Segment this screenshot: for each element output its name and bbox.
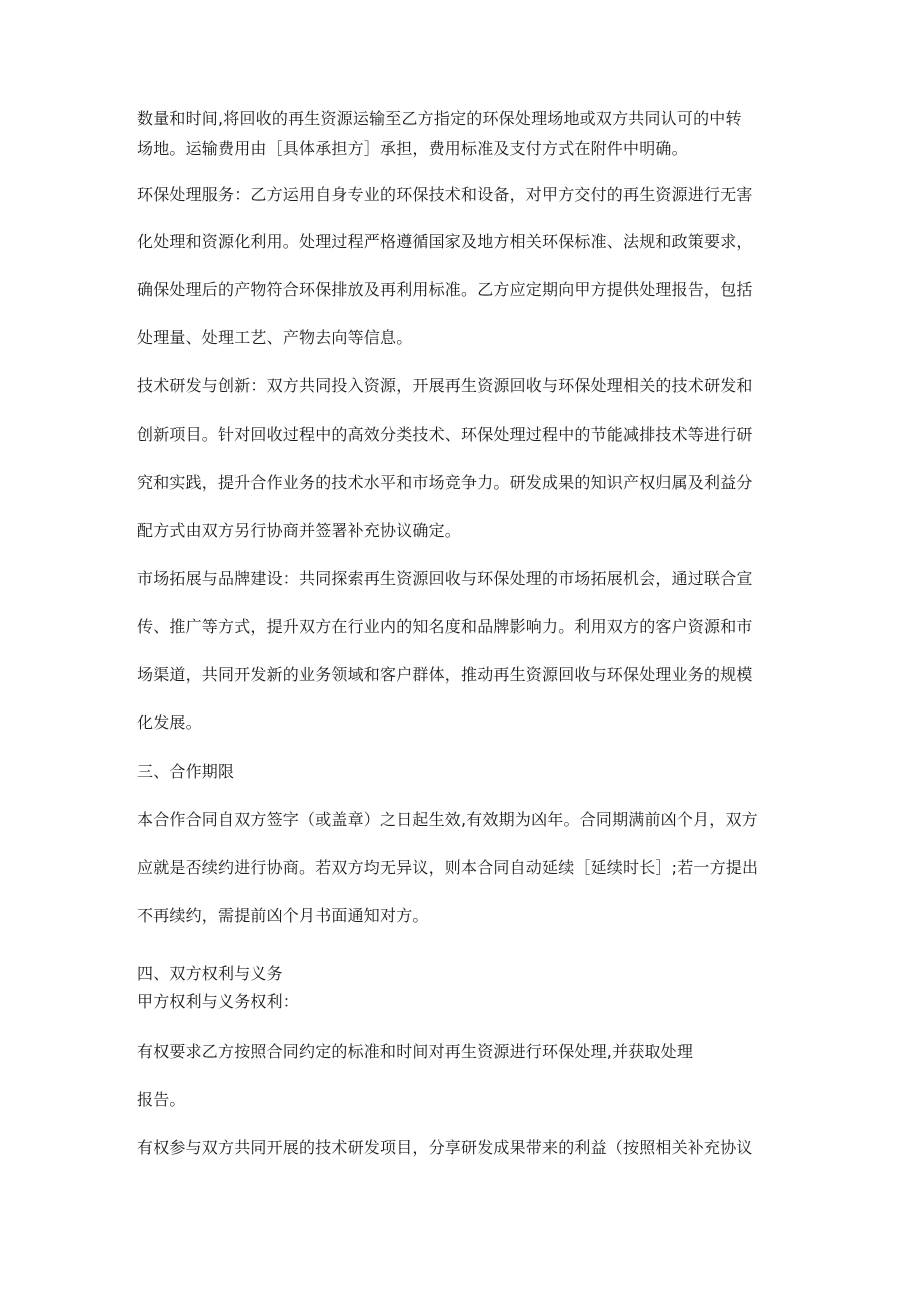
paragraph-line: 场地。运输费用由［具体承担方］承担，费用标准及支付方式在附件中明确。: [137, 139, 688, 158]
paragraph-line: 有权参与双方共同开展的技术研发项目，分享研发成果带来的利益（按照相关补充协议: [137, 1138, 753, 1157]
paragraph-line: 不再续约，需提前凶个月书面通知对方。: [137, 906, 429, 925]
section-heading: 四、双方权利与义务: [137, 964, 283, 983]
paragraph-line: 配方式由双方另行协商并签署补充协议确定。: [137, 521, 462, 540]
paragraph-line: 场渠道，共同开发新的业务领域和客户群体，推动再生资源回收与环保处理业务的规模: [137, 665, 753, 684]
paragraph-line: 本合作合同自双方签字（或盖章）之日起生效,有效期为凶年。合同期满前凶个月，双方: [137, 810, 758, 829]
paragraph-line: 究和实践，提升合作业务的技术水平和市场竞争力。研发成果的知识产权归属及利益分: [137, 473, 753, 492]
paragraph-line: 化发展。: [137, 713, 202, 732]
paragraph-line: 创新项目。针对回收过程中的高效分类技术、环保处理过程中的节能减排技术等进行研: [137, 425, 753, 444]
paragraph-line: 技术研发与创新：双方共同投入资源，开展再生资源回收与环保处理相关的技术研发和: [137, 376, 753, 395]
paragraph-line: 数量和时间,将回收的再生资源运输至乙方指定的环保处理场地或双方共同认可的中转: [137, 109, 742, 128]
paragraph-line: 传、推广等方式，提升双方在行业内的知名度和品牌影响力。利用双方的客户资源和市: [137, 617, 753, 636]
paragraph-line: 环保处理服务：乙方运用自身专业的环保技术和设备，对甲方交付的再生资源进行无害: [137, 185, 753, 204]
paragraph-line: 市场拓展与品牌建设：共同探索再生资源回收与环保处理的市场拓展机会，通过联合宣: [137, 569, 753, 588]
section-heading: 三、合作期限: [137, 762, 235, 781]
paragraph-line: 报告。: [137, 1090, 186, 1109]
paragraph-line: 处理量、处理工艺、产物去向等信息。: [137, 328, 413, 347]
paragraph-line: 确保处理后的产物符合环保排放及再利用标准。乙方应定期向甲方提供处理报告，包括: [137, 280, 753, 299]
paragraph-line: 有权要求乙方按照合同约定的标准和时间对再生资源进行环保处理,并获取处理: [137, 1042, 694, 1061]
paragraph-line: 化处理和资源化利用。处理过程严格遵循国家及地方相关环保标准、法规和政策要求，: [137, 232, 753, 251]
subsection-heading: 甲方权利与义务权利：: [137, 992, 300, 1011]
paragraph-line: 应就是否续约进行协商。若双方均无异议，则本合同自动延续［延续时长］;若一方提出: [137, 858, 759, 877]
